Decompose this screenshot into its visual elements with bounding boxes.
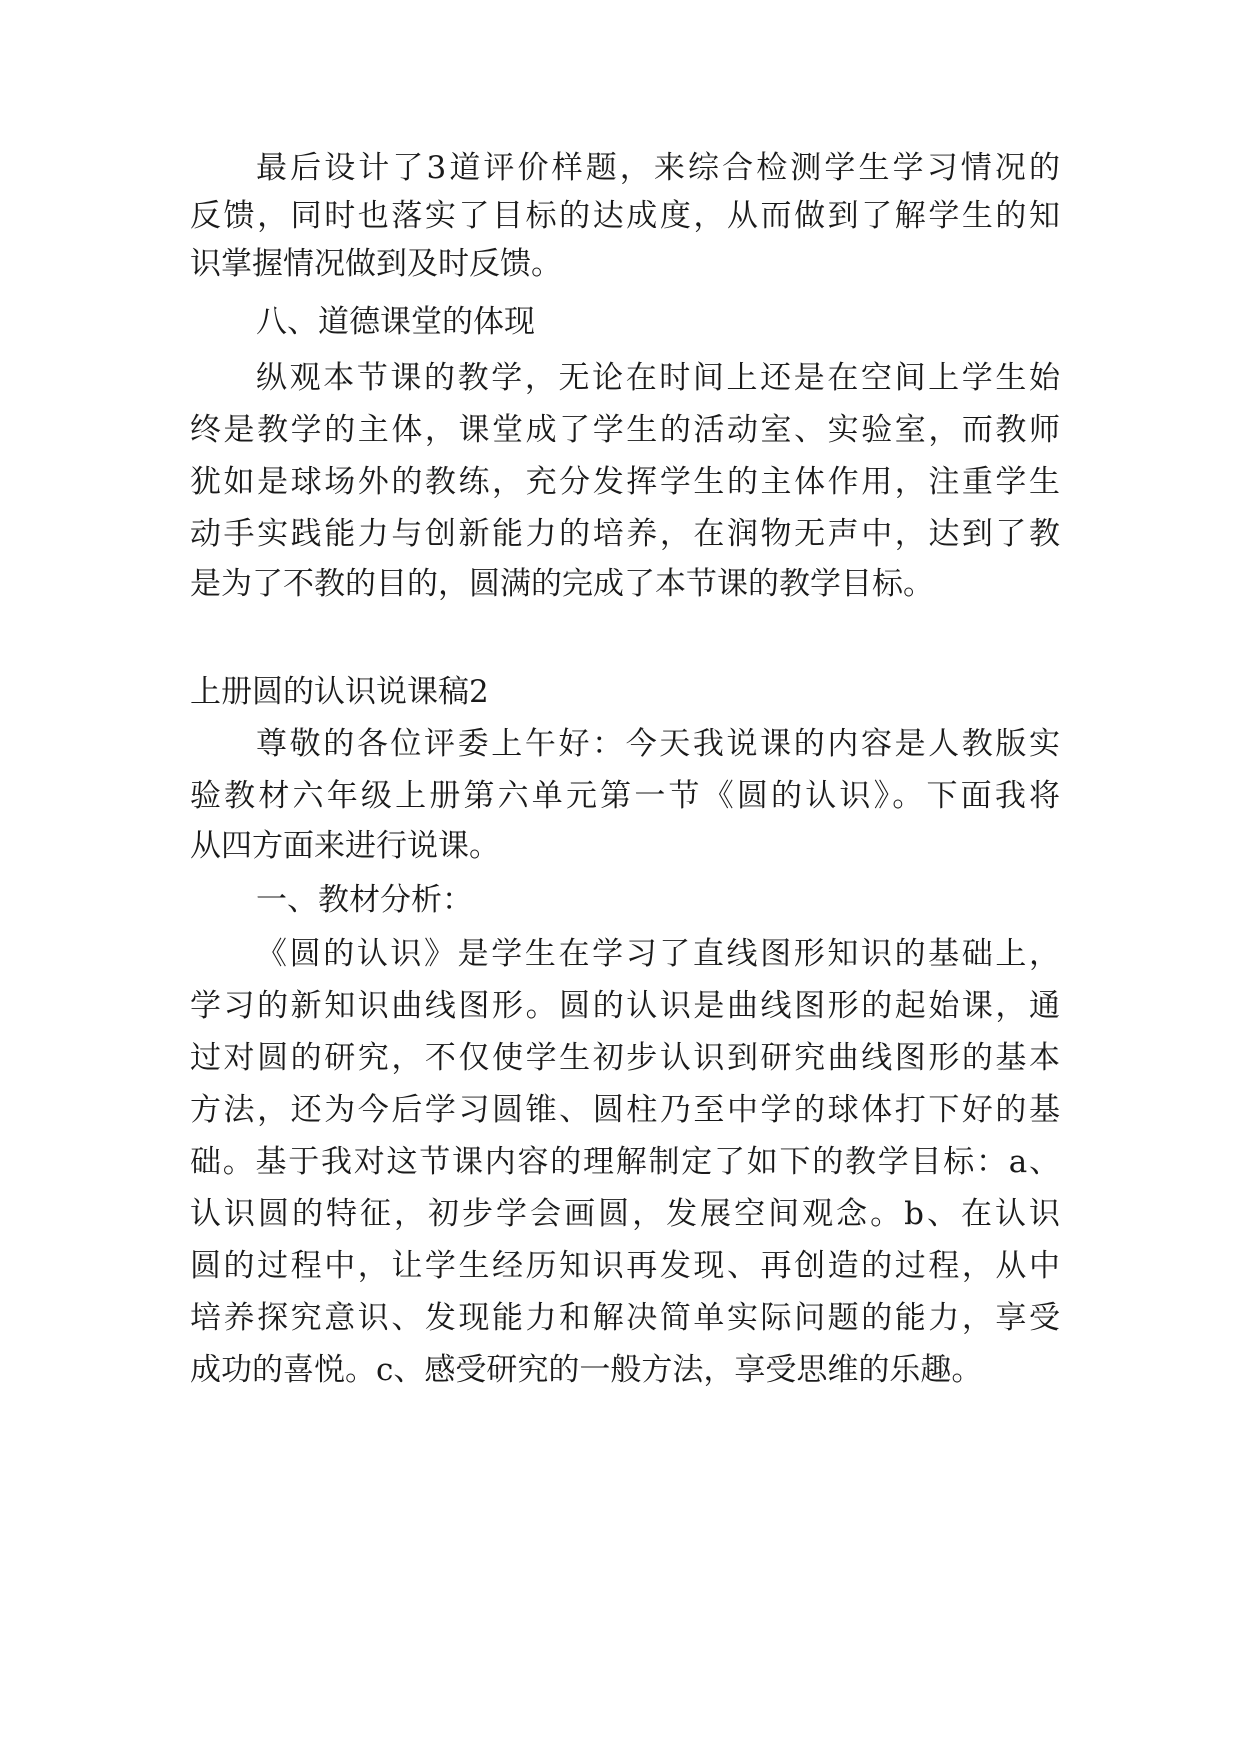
paragraph-line: 终是教学的主体，课堂成了学生的活动室、实验室，而教师: [190, 412, 1060, 448]
paragraph-line: 过对圆的研究，不仅使学生初步认识到研究曲线图形的基本: [190, 1040, 1060, 1076]
paragraph-line: 尊敬的各位评委上午好：今天我说课的内容是人教版实: [256, 726, 1060, 762]
paragraph-line: 方法，还为今后学习圆锥、圆柱乃至中学的球体打下好的基: [190, 1092, 1060, 1128]
paragraph-line: 反馈，同时也落实了目标的达成度，从而做到了解学生的知: [190, 198, 1060, 234]
document-title: 上册圆的认识说课稿2: [190, 674, 489, 710]
paragraph-line: 纵观本节课的教学，无论在时间上还是在空间上学生始: [256, 360, 1060, 396]
section-heading: 一、教材分析：: [256, 882, 473, 918]
paragraph-line: 验教材六年级上册第六单元第一节《圆的认识》。下面我将: [190, 778, 1060, 814]
paragraph-line: 《圆的认识》是学生在学习了直线图形知识的基础上，: [256, 936, 1060, 972]
paragraph-line: 础。基于我对这节课内容的理解制定了如下的教学目标：a、: [190, 1144, 1060, 1180]
paragraph-line: 从四方面来进行说课。: [190, 828, 500, 864]
paragraph-line: 是为了不教的目的，圆满的完成了本节课的教学目标。: [190, 566, 934, 602]
paragraph-line: 认识圆的特征，初步学会画圆，发展空间观念。b、在认识: [190, 1196, 1060, 1232]
paragraph-line: 犹如是球场外的教练，充分发挥学生的主体作用，注重学生: [190, 464, 1060, 500]
paragraph-line: 最后设计了3道评价样题，来综合检测学生学习情况的: [256, 150, 1060, 186]
paragraph-line: 培养探究意识、发现能力和解决简单实际问题的能力，享受: [190, 1300, 1060, 1336]
paragraph-line: 学习的新知识曲线图形。圆的认识是曲线图形的起始课，通: [190, 988, 1060, 1024]
paragraph-line: 识掌握情况做到及时反馈。: [190, 246, 562, 282]
paragraph-line: 成功的喜悦。c、感受研究的一般方法，享受思维的乐趣。: [190, 1352, 983, 1388]
section-heading: 八、道德课堂的体现: [256, 304, 535, 340]
paragraph-line: 圆的过程中，让学生经历知识再发现、再创造的过程，从中: [190, 1248, 1060, 1284]
paragraph-line: 动手实践能力与创新能力的培养，在润物无声中，达到了教: [190, 516, 1060, 552]
